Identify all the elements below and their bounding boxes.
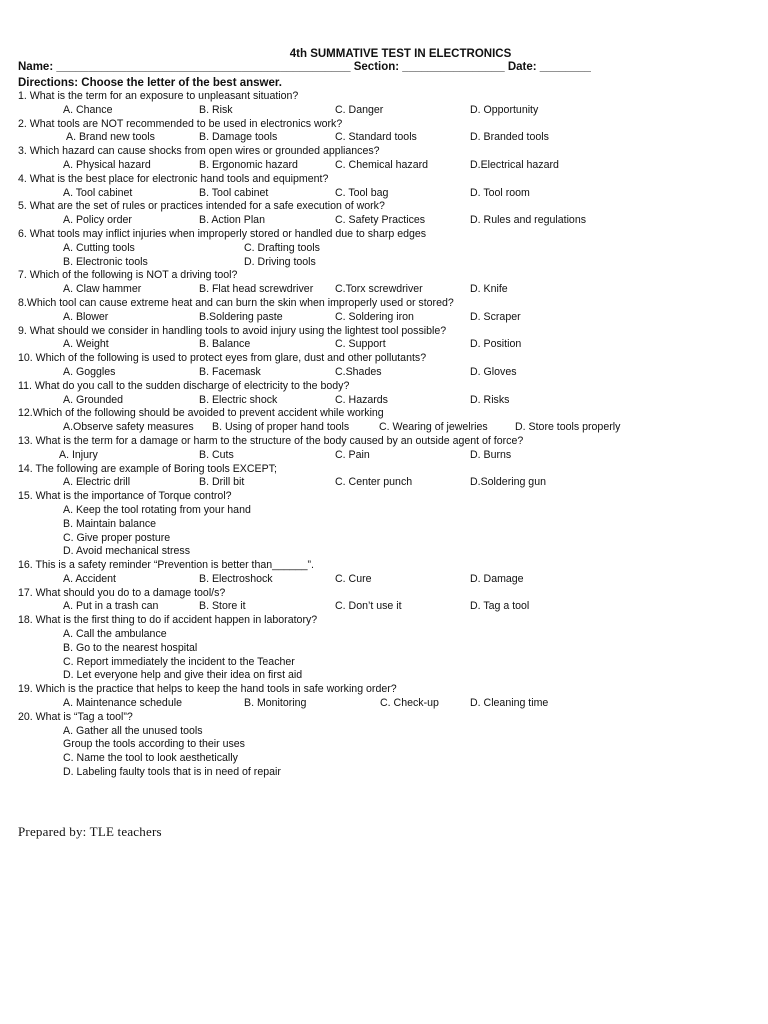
choice-b: B. Electronic tools bbox=[63, 255, 148, 268]
test-title: 4th SUMMATIVE TEST IN ELECTRONICS bbox=[289, 48, 512, 60]
student-info-line bbox=[18, 61, 753, 76]
choice-a: A. Maintenance schedule bbox=[63, 697, 182, 710]
choices-12 bbox=[18, 421, 753, 435]
choice-a: A. Chance bbox=[63, 103, 113, 116]
choices-5 bbox=[18, 214, 753, 228]
choices-11 bbox=[18, 394, 753, 408]
choice-c: C. Give proper posture bbox=[63, 531, 171, 544]
choices-13 bbox=[18, 449, 753, 463]
prepared-by: Prepared by: TLE teachers bbox=[18, 824, 162, 839]
choices-4 bbox=[18, 187, 753, 201]
choice-d: D. Risks bbox=[470, 393, 510, 406]
test-sheet bbox=[18, 47, 753, 780]
choice-a: A. Electric drill bbox=[63, 476, 131, 489]
choice-a: A. Accident bbox=[63, 572, 116, 585]
choice-c: C. Drafting tools bbox=[244, 241, 320, 254]
name-section-date-line: Name: ______________________________________________ Section: ________________ Date: ________ bbox=[18, 61, 591, 73]
choice-a: A. Goggles bbox=[63, 365, 116, 378]
choice-d: D. Damage bbox=[470, 572, 524, 585]
choice-d: D. Cleaning time bbox=[470, 697, 549, 710]
choice-d: D. Opportunity bbox=[470, 103, 539, 116]
choice-d: D. Branded tools bbox=[470, 131, 549, 144]
directions: Directions: Choose the letter of the best answer. bbox=[18, 77, 282, 89]
choices-7 bbox=[18, 283, 753, 297]
question-4: 4. What is the best place for electronic hand tools and equipment? bbox=[18, 172, 329, 185]
choices-19 bbox=[18, 697, 753, 711]
choice-a: A. Physical hazard bbox=[63, 158, 151, 171]
choice-c: C. Center punch bbox=[335, 476, 413, 489]
choices-14 bbox=[18, 476, 753, 490]
choice-b: B. Using of proper hand tools bbox=[212, 421, 350, 434]
choice-a: A. Claw hammer bbox=[63, 283, 142, 296]
choice-b: B. Electroshock bbox=[199, 572, 273, 585]
choice-d: D. Burns bbox=[470, 448, 512, 461]
choices-6b bbox=[18, 256, 753, 270]
choices-17 bbox=[18, 600, 753, 614]
question-15: 15. What is the importance of Torque control? bbox=[18, 490, 232, 503]
choices-10 bbox=[18, 366, 753, 380]
choice-a: A. Keep the tool rotating from your hand bbox=[63, 503, 251, 516]
choices-16 bbox=[18, 573, 753, 587]
choice-d: D. Labeling faulty tools that is in need of repair bbox=[63, 766, 281, 779]
choice-d: D. Tool room bbox=[470, 186, 530, 199]
choice-c: C. Don’t use it bbox=[335, 600, 402, 613]
question-11: 11. What do you call to the sudden discharge of electricity to the body? bbox=[18, 379, 350, 392]
choice-c: C.Shades bbox=[335, 365, 382, 378]
choice-d: D. Let everyone help and give their idea on first aid bbox=[63, 669, 303, 682]
choice-c: C.Torx screwdriver bbox=[335, 283, 423, 296]
choice-c: C. Name the tool to look aesthetically bbox=[63, 752, 238, 765]
question-8: 8.Which tool can cause extreme heat and can burn the skin when improperly used or stored? bbox=[18, 296, 454, 309]
choice-d: D. Tag a tool bbox=[470, 600, 530, 613]
choice-a: A. Blower bbox=[63, 310, 109, 323]
choice-c: C. Wearing of jewelries bbox=[379, 421, 488, 434]
choice-b: B. Store it bbox=[199, 600, 246, 613]
choice-b: Group the tools according to their uses bbox=[63, 738, 245, 751]
choice-d: D. Store tools properly bbox=[515, 421, 621, 434]
choice-d: D.Electrical hazard bbox=[470, 158, 559, 171]
question-19: 19. Which is the practice that helps to keep the hand tools in safe working order? bbox=[18, 683, 397, 696]
choice-a: A. Policy order bbox=[63, 214, 132, 227]
choice-d: D. Gloves bbox=[470, 365, 517, 378]
choice-b: B. Risk bbox=[199, 103, 233, 116]
choice-b: B. Electric shock bbox=[199, 393, 278, 406]
choice-d: D. Driving tools bbox=[244, 255, 316, 268]
choice-d: D. Rules and regulations bbox=[470, 214, 587, 227]
choices-6a bbox=[18, 242, 753, 256]
choice-a: A. Call the ambulance bbox=[63, 628, 167, 641]
choice-b: B. Go to the nearest hospital bbox=[63, 641, 198, 654]
choice-b: B. Drill bit bbox=[199, 476, 245, 489]
choice-b: B. Cuts bbox=[199, 448, 234, 461]
choice-b: B. Tool cabinet bbox=[199, 186, 269, 199]
choice-a: A. Grounded bbox=[63, 393, 124, 406]
choice-c: C. Soldering iron bbox=[335, 310, 414, 323]
choice-c: C. Check-up bbox=[380, 697, 439, 710]
choices-2 bbox=[18, 131, 753, 145]
choices-3 bbox=[18, 159, 753, 173]
choice-d: D. Avoid mechanical stress bbox=[63, 545, 190, 558]
question-18: 18. What is the first thing to do if accident happen in laboratory? bbox=[18, 614, 318, 627]
choice-b: B. Action Plan bbox=[199, 214, 265, 227]
choice-a: A. Weight bbox=[63, 338, 109, 351]
choice-c: C. Report immediately the incident to the Teacher bbox=[63, 655, 295, 668]
question-14: 14. The following are example of Boring tools EXCEPT; bbox=[18, 462, 277, 475]
question-2: 2. What tools are NOT recommended to be used in electronics work? bbox=[18, 117, 343, 130]
choice-a: A. Brand new tools bbox=[66, 131, 155, 144]
choices-8 bbox=[18, 311, 753, 325]
question-17: 17. What should you do to a damage tool/s? bbox=[18, 586, 226, 599]
choice-a: A. Gather all the unused tools bbox=[63, 724, 203, 737]
choice-c: C. Tool bag bbox=[335, 186, 389, 199]
choice-c: C. Chemical hazard bbox=[335, 158, 429, 171]
choice-b: B. Ergonomic hazard bbox=[199, 158, 298, 171]
choice-c: C. Cure bbox=[335, 572, 372, 585]
choice-c: C. Pain bbox=[335, 448, 370, 461]
choice-c: C. Hazards bbox=[335, 393, 388, 406]
question-16: 16. This is a safety reminder “Prevention is better than______”. bbox=[18, 559, 314, 572]
choices-1 bbox=[18, 104, 753, 118]
question-9: 9. What should we consider in handling tools to avoid injury using the lightest tool possible? bbox=[18, 324, 447, 337]
choice-b: B. Facemask bbox=[199, 365, 261, 378]
choice-c: C. Support bbox=[335, 338, 386, 351]
choice-b: B. Balance bbox=[199, 338, 251, 351]
question-5: 5. What are the set of rules or practices intended for a safe execution of work? bbox=[18, 200, 385, 213]
choice-d: D.Soldering gun bbox=[470, 476, 546, 489]
choice-a: A. Tool cabinet bbox=[63, 186, 133, 199]
choice-b: B. Flat head screwdriver bbox=[199, 283, 314, 296]
choice-b: B. Damage tools bbox=[199, 131, 278, 144]
choice-d: D. Position bbox=[470, 338, 522, 351]
question-12: 12.Which of the following should be avoided to prevent accident while working bbox=[18, 407, 384, 420]
question-7: 7. Which of the following is NOT a driving tool? bbox=[18, 269, 238, 282]
choice-a: A. Put in a trash can bbox=[63, 600, 159, 613]
question-3: 3. Which hazard can cause shocks from open wires or grounded appliances? bbox=[18, 145, 380, 158]
choice-d: D. Scraper bbox=[470, 310, 521, 323]
choice-b: B.Soldering paste bbox=[199, 310, 283, 323]
choice-b: B. Maintain balance bbox=[63, 517, 157, 530]
choice-c: C. Danger bbox=[335, 103, 384, 116]
question-10: 10. Which of the following is used to protect eyes from glare, dust and other pollutants? bbox=[18, 352, 427, 365]
choice-d: D. Knife bbox=[470, 283, 508, 296]
question-13: 13. What is the term for a damage or harm to the structure of the body caused by an outside agent of force? bbox=[18, 434, 524, 447]
choice-a: A. Injury bbox=[59, 448, 98, 461]
question-6: 6. What tools may inflict injuries when improperly stored or handled due to sharp edges bbox=[18, 227, 427, 240]
choice-b: B. Monitoring bbox=[244, 697, 307, 710]
choice-c: C. Standard tools bbox=[335, 131, 417, 144]
choice-a: A. Cutting tools bbox=[63, 241, 135, 254]
choice-a: A.Observe safety measures bbox=[63, 421, 194, 434]
choices-9 bbox=[18, 338, 753, 352]
question-20: 20. What is “Tag a tool”? bbox=[18, 710, 133, 723]
choice-c: C. Safety Practices bbox=[335, 214, 426, 227]
question-1: 1. What is the term for an exposure to unpleasant situation? bbox=[18, 90, 299, 102]
